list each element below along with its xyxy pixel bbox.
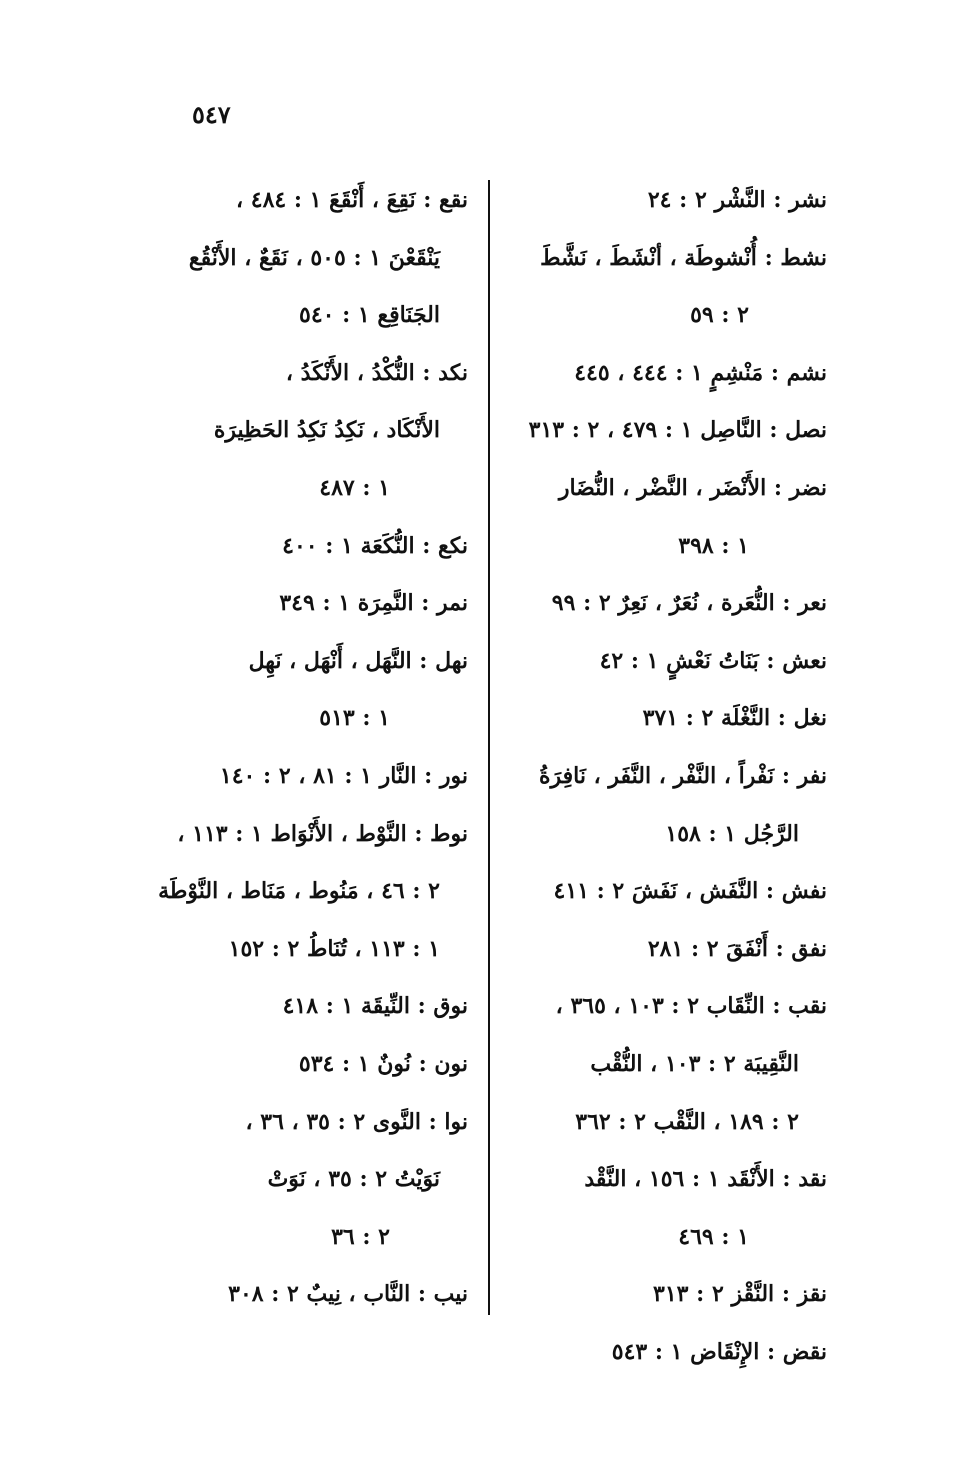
- index-line: نقز : النَّقْز ٢ : ٣١٣: [653, 1281, 827, 1308]
- index-line: الجَنَاقِع ١ : ٥٤٠: [299, 302, 440, 329]
- index-line: نكع : النُّكَعَة ١ : ٤٠٠: [282, 532, 468, 559]
- index-line: النَّقِيبَة ٢ : ١٠٣ ، النُّقْب: [590, 1050, 799, 1077]
- index-line: نوط : النَّوْط ، الأَنْوَاط ١ : ١١٣ ،: [177, 820, 468, 847]
- index-line: نون : نُونٌ ١ : ٥٣٤: [298, 1050, 468, 1077]
- index-line: ٢ : ٣٦: [331, 1223, 390, 1250]
- index-line: ٢ : ٥٩: [690, 302, 749, 329]
- index-line: نوق : النِّيقَة ١ : ٤١٨: [282, 993, 468, 1020]
- index-line: ١ : ٤٦٩: [678, 1223, 749, 1250]
- index-line: نفش : النَّفَش ، نَفَشَ ٢ : ٤١١: [553, 878, 827, 905]
- index-line: نشط : أُنْشوطَة ، أنْشَطَ ، نَشَّطَ: [540, 244, 827, 271]
- index-line: نصل : النَّاصِل ١ : ٤٧٩ ، ٢ : ٣١٣: [528, 417, 827, 444]
- index-line: نقض : الإِنْقَاض ١ : ٥٤٣: [611, 1338, 827, 1365]
- index-line: نَوَيْتُ ٢ : ٣٥ ، نَوَتْ: [267, 1166, 440, 1193]
- page-number: ٥٤٧: [192, 100, 231, 129]
- index-line: نهل : النَّهَل ، أَنْهَل ، نَهِل: [248, 647, 468, 674]
- index-line: نقب : النِّقَاب ٢ : ١٠٣ ، ٣٦٥ ،: [555, 993, 827, 1020]
- index-line: نيب : النَّاب ، نِيبٌ ٢ : ٣٠٨: [228, 1281, 468, 1308]
- index-line: نعش : بَنَاتُ نَعْشٍ ١ : ٤٢: [599, 647, 827, 674]
- index-column-left: [150, 172, 468, 1324]
- index-line: نقد : الأَنْقَد ١ : ١٥٦ ، النَّقْد: [584, 1166, 827, 1193]
- index-line: يَنْقَعْنَ ١ : ٥٠٥ ، نَقَعٌ ، الأَنْقُع: [188, 244, 440, 271]
- index-line: نقع : نَقِعَ ، أَنْقَعَ ١ : ٤٨٤ ،: [235, 187, 468, 213]
- index-line: الرَّجُل ١ : ١٥٨: [665, 820, 799, 847]
- index-line: نفر : نَفْراً ، النَّفْر ، النَّفَر ، نَافِرَةُ: [538, 762, 827, 789]
- index-line: نكد : النُّكْدُ ، الأَنْكَدُ ،: [285, 359, 468, 386]
- index-line: نفق : أَنْفَقَ ٢ : ٢٨١: [647, 935, 827, 962]
- index-line: ١ : ١١٣ ، تُنَاطُ ٢ : ١٥٢: [228, 935, 440, 962]
- index-line: نغل : النَّغْلَة ٢ : ٣٧١: [642, 705, 827, 732]
- index-column-right: [505, 172, 827, 1381]
- index-line: ٢ : ١٨٩ ، النَّقْب ٢ : ٣٦٢: [575, 1108, 799, 1135]
- index-line: نعر : النُّعَرة ، نُعَرٌ ، نَعِرٌ ٢ : ٩٩: [551, 590, 827, 617]
- index-line: نشم : مَنْشِمٍ ١ : ٤٤٤ ، ٤٤٥: [574, 359, 827, 386]
- index-line: نشر : النَّشْر ٢ : ٢٤: [647, 187, 827, 213]
- index-line: ١ : ٣٩٨: [678, 532, 749, 559]
- index-line: نضر : الأَنْضَر ، النَّضْر ، النُّضَار: [558, 474, 827, 501]
- index-line: الأَنْكَاد ، نَكِدُ نَكِدُ الحَظِيرَة: [213, 417, 440, 444]
- column-divider: [488, 180, 490, 1315]
- index-line: ٢ : ٤٦ ، مَنُوط ، مَنَاط ، النَّوْطَة: [158, 878, 440, 905]
- index-line: ١ : ٥١٣: [319, 705, 390, 732]
- index-line: نمر : النَّمِرَة ١ : ٣٤٩: [279, 590, 468, 617]
- index-line: ١ : ٤٨٧: [319, 474, 390, 501]
- index-line: نوا : النَّوى ٢ : ٣٥ ، ٣٦ ،: [245, 1108, 468, 1135]
- index-line: نور : النَّار ١ : ٨١ ، ٢ : ١٤٠: [219, 762, 468, 789]
